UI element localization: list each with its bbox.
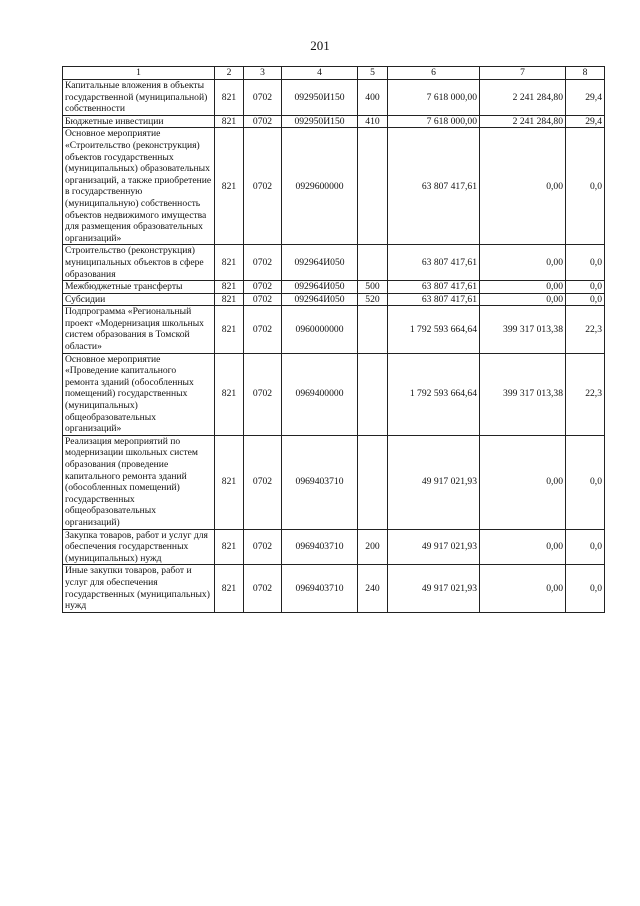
row-value-cell: 0929600000 <box>282 128 358 245</box>
row-value-cell <box>358 245 388 281</box>
row-value-cell: 0,0 <box>566 128 605 245</box>
row-name-cell: Межбюджетные трансферты <box>63 281 215 294</box>
row-name-cell: Основное мероприятие «Строительство (реконструкция) объектов государственных (муниципальных) образовательных организаций, а также приобретение в государственную (муниципальную) собственность объектов недвижимого имущества для размещения образовательных организаций» <box>63 128 215 245</box>
row-value-cell: 29,4 <box>566 115 605 128</box>
row-value-cell: 63 807 417,61 <box>388 128 480 245</box>
row-value-cell: 0,00 <box>480 128 566 245</box>
row-value-cell: 821 <box>215 529 244 565</box>
row-value-cell: 520 <box>358 293 388 306</box>
row-value-cell: 240 <box>358 565 388 612</box>
row-value-cell: 7 618 000,00 <box>388 80 480 116</box>
table-body <box>63 80 605 613</box>
budget-table <box>62 66 605 613</box>
row-value-cell: 0,0 <box>566 565 605 612</box>
row-value-cell: 0,00 <box>480 293 566 306</box>
row-value-cell: 2 241 284,80 <box>480 80 566 116</box>
table-row <box>63 128 605 245</box>
row-value-cell: 092964И050 <box>282 245 358 281</box>
column-header: 4 <box>282 67 358 80</box>
row-value-cell: 092964И050 <box>282 293 358 306</box>
row-value-cell: 399 317 013,38 <box>480 353 566 435</box>
row-value-cell: 0,00 <box>480 281 566 294</box>
row-value-cell: 49 917 021,93 <box>388 529 480 565</box>
row-value-cell: 821 <box>215 565 244 612</box>
row-value-cell <box>358 128 388 245</box>
row-value-cell: 0702 <box>244 306 282 353</box>
row-value-cell: 821 <box>215 353 244 435</box>
row-value-cell: 092964И050 <box>282 281 358 294</box>
row-name-cell: Капитальные вложения в объекты государственной (муниципальной) собственности <box>63 80 215 116</box>
row-value-cell: 0702 <box>244 281 282 294</box>
row-value-cell: 0702 <box>244 128 282 245</box>
row-value-cell: 0702 <box>244 80 282 116</box>
row-value-cell: 2 241 284,80 <box>480 115 566 128</box>
row-value-cell: 22,3 <box>566 353 605 435</box>
row-value-cell: 500 <box>358 281 388 294</box>
row-value-cell: 0702 <box>244 353 282 435</box>
row-value-cell: 0969403710 <box>282 529 358 565</box>
table-row <box>63 115 605 128</box>
row-value-cell: 0,0 <box>566 281 605 294</box>
row-value-cell: 821 <box>215 115 244 128</box>
row-value-cell: 1 792 593 664,64 <box>388 353 480 435</box>
row-value-cell: 0702 <box>244 293 282 306</box>
row-value-cell: 399 317 013,38 <box>480 306 566 353</box>
row-value-cell: 0702 <box>244 115 282 128</box>
row-value-cell: 821 <box>215 293 244 306</box>
row-value-cell: 0,00 <box>480 529 566 565</box>
column-header: 5 <box>358 67 388 80</box>
row-value-cell: 092950И150 <box>282 80 358 116</box>
row-value-cell: 49 917 021,93 <box>388 435 480 529</box>
column-header: 2 <box>215 67 244 80</box>
row-value-cell <box>358 353 388 435</box>
table-row <box>63 245 605 281</box>
row-value-cell: 821 <box>215 245 244 281</box>
row-value-cell: 0969400000 <box>282 353 358 435</box>
row-value-cell: 63 807 417,61 <box>388 281 480 294</box>
row-name-cell: Реализация мероприятий по модернизации школьных систем образования (проведение капитального ремонта зданий (обособленных помещений) государственных общеобразовательных организаций) <box>63 435 215 529</box>
table-row <box>63 306 605 353</box>
column-header: 3 <box>244 67 282 80</box>
row-name-cell: Субсидии <box>63 293 215 306</box>
table-row <box>63 435 605 529</box>
row-name-cell: Основное мероприятие «Проведение капитального ремонта зданий (обособленных помещений) государственных (муниципальных) общеобразовательных организаций» <box>63 353 215 435</box>
row-value-cell: 0969403710 <box>282 565 358 612</box>
row-name-cell: Подпрограмма «Региональный проект «Модернизация школьных систем образования в Томской области» <box>63 306 215 353</box>
table-row <box>63 293 605 306</box>
row-value-cell: 0,0 <box>566 529 605 565</box>
table-row <box>63 80 605 116</box>
table-row <box>63 353 605 435</box>
column-header: 8 <box>566 67 605 80</box>
column-header: 7 <box>480 67 566 80</box>
row-value-cell: 821 <box>215 435 244 529</box>
row-value-cell: 0702 <box>244 435 282 529</box>
row-value-cell: 0,00 <box>480 245 566 281</box>
page-number: 201 <box>310 38 330 53</box>
table-row <box>63 281 605 294</box>
row-value-cell: 0702 <box>244 565 282 612</box>
row-value-cell: 410 <box>358 115 388 128</box>
row-value-cell: 0,00 <box>480 565 566 612</box>
row-value-cell: 0702 <box>244 245 282 281</box>
row-name-cell: Иные закупки товаров, работ и услуг для обеспечения государственных (муниципальных) нужд <box>63 565 215 612</box>
row-name-cell: Закупка товаров, работ и услуг для обеспечения государственных (муниципальных) нужд <box>63 529 215 565</box>
row-value-cell: 22,3 <box>566 306 605 353</box>
row-value-cell: 29,4 <box>566 80 605 116</box>
row-value-cell: 63 807 417,61 <box>388 293 480 306</box>
row-value-cell: 0,00 <box>480 435 566 529</box>
table-row <box>63 565 605 612</box>
row-value-cell: 821 <box>215 281 244 294</box>
row-value-cell: 49 917 021,93 <box>388 565 480 612</box>
row-value-cell: 63 807 417,61 <box>388 245 480 281</box>
row-value-cell: 821 <box>215 128 244 245</box>
row-value-cell: 0,0 <box>566 435 605 529</box>
row-value-cell: 0,0 <box>566 245 605 281</box>
row-value-cell: 0,0 <box>566 293 605 306</box>
row-name-cell: Строительство (реконструкция) муниципальных объектов в сфере образования <box>63 245 215 281</box>
column-header: 6 <box>388 67 480 80</box>
row-value-cell: 821 <box>215 306 244 353</box>
row-value-cell: 400 <box>358 80 388 116</box>
row-name-cell: Бюджетные инвестиции <box>63 115 215 128</box>
row-value-cell: 0969403710 <box>282 435 358 529</box>
row-value-cell: 821 <box>215 80 244 116</box>
row-value-cell: 092950И150 <box>282 115 358 128</box>
row-value-cell <box>358 435 388 529</box>
row-value-cell: 0702 <box>244 529 282 565</box>
table-row <box>63 529 605 565</box>
table-header-row <box>63 67 605 80</box>
row-value-cell: 200 <box>358 529 388 565</box>
row-value-cell <box>358 306 388 353</box>
row-value-cell: 7 618 000,00 <box>388 115 480 128</box>
row-value-cell: 0960000000 <box>282 306 358 353</box>
column-header: 1 <box>63 67 215 80</box>
row-value-cell: 1 792 593 664,64 <box>388 306 480 353</box>
